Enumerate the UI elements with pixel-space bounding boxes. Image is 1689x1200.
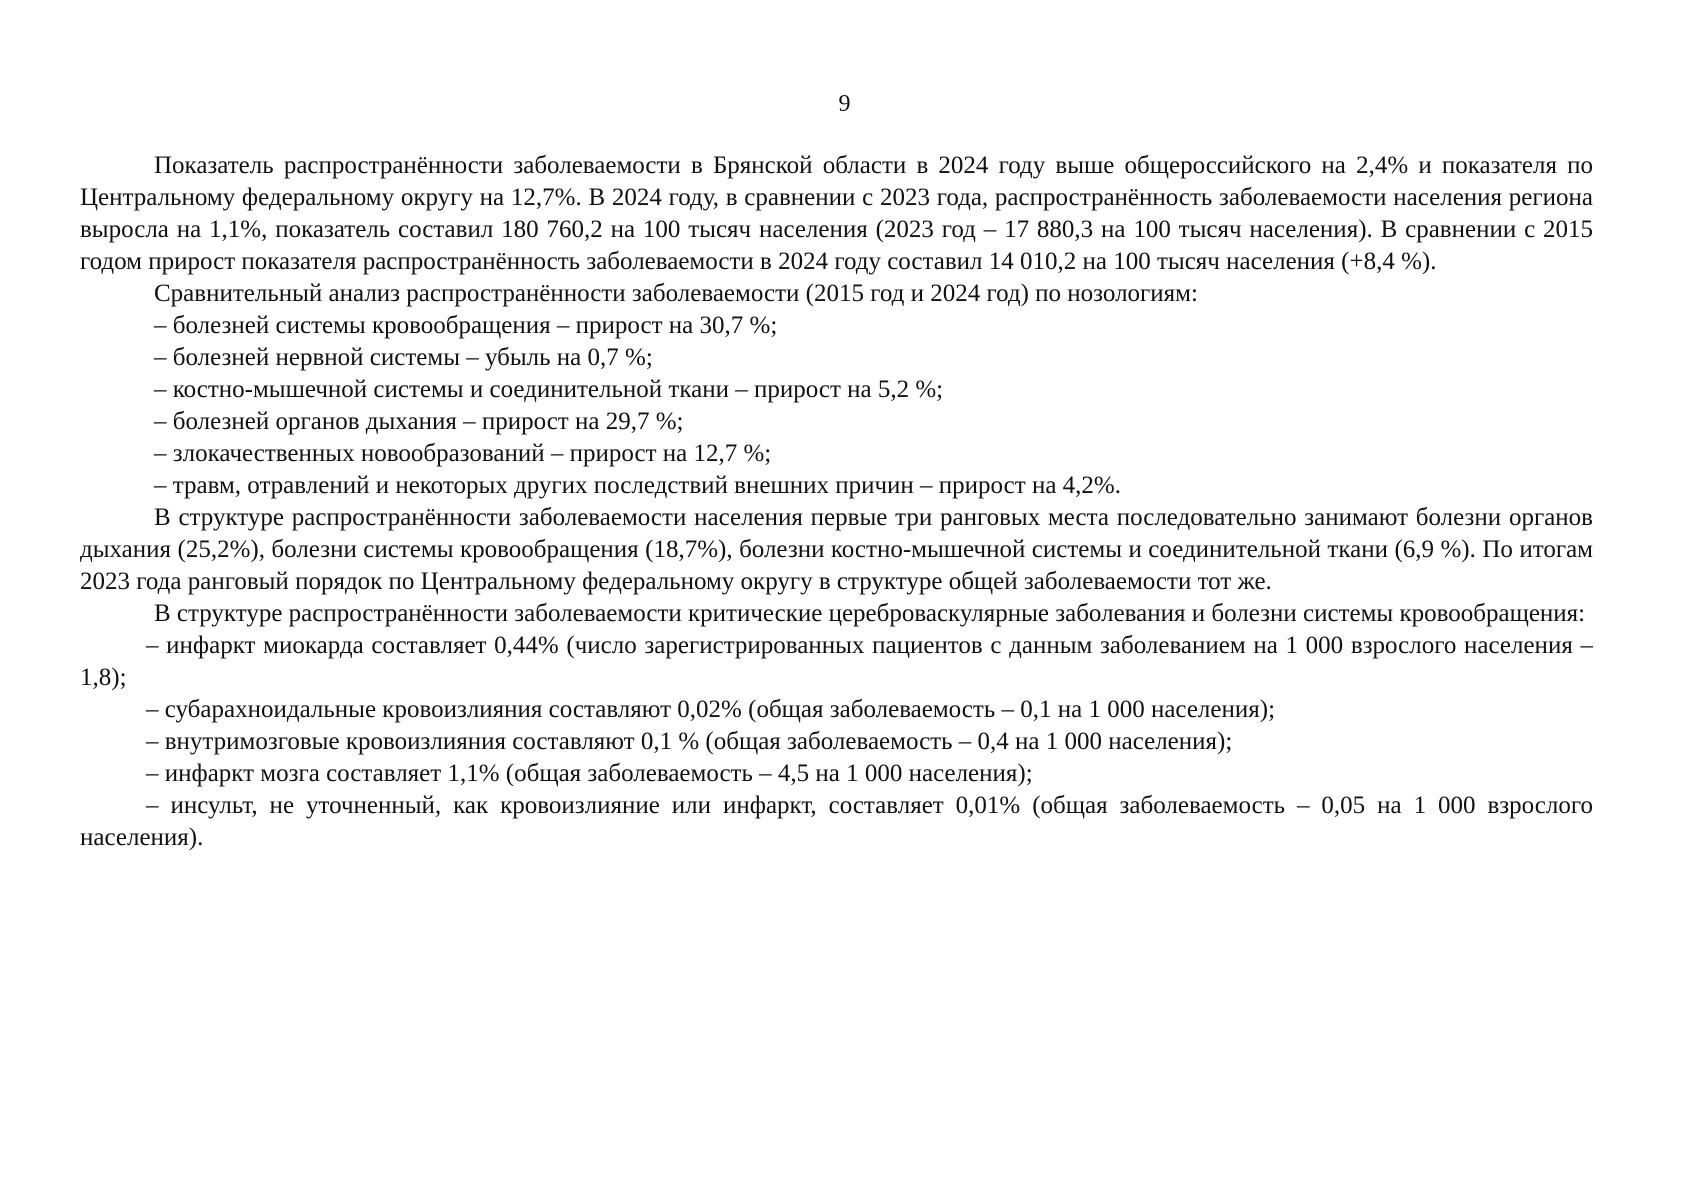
- list-item: – внутримозговые кровоизлияния составляют 0,1 % (общая заболеваемость – 0,4 на 1 000 населения);: [146, 728, 1233, 755]
- paragraph-rank-structure: В структуре распространённости заболеваемости населения первые три ранговых места последовательно занимают болезни органов дыхания (25,2%), болезни системы кровообращения (18,7%), болезни костно-мышечной системы и соединительной ткани (6,9 %). По итогам 2023 года ранговый порядок по Центральному федеральному округу в структуре общей заболеваемости тот же.: [80, 504, 1593, 595]
- page-number: 9: [838, 91, 851, 117]
- list-item: – болезней нервной системы – убыль на 0,7 %;: [154, 344, 653, 371]
- nosology-list: [80, 310, 1593, 502]
- list-item: – болезней системы кровообращения – прирост на 30,7 %;: [154, 312, 778, 339]
- list-item: – субарахноидальные кровоизлияния составляют 0,02% (общая заболеваемость – 0,1 на 1 000 населения);: [146, 696, 1276, 723]
- paragraph-cerebrovascular-intro: В структуре распространённости заболеваемости критические цереброваскулярные заболевания и болезни системы кровообращения:: [154, 600, 1586, 627]
- list-item: – болезней органов дыхания – прирост на 29,7 %;: [154, 408, 684, 435]
- list-item: – инсульт, не уточненный, как кровоизлияние или инфаркт, составляет 0,01% (общая заболеваемость – 0,05 на 1 000 взрослого населения).: [80, 792, 1593, 851]
- list-item: – травм, отравлений и некоторых других последствий внешних причин – прирост на 4,2%.: [154, 472, 1121, 499]
- list-item: – инфаркт миокарда составляет 0,44% (число зарегистрированных пациентов с данным заболеванием на 1 000 взрослого населения – 1,8);: [80, 632, 1593, 691]
- list-item: – злокачественных новообразований – прирост на 12,7 %;: [154, 440, 772, 467]
- cerebrovascular-list: [80, 630, 1593, 854]
- paragraph-comparative-analysis: Сравнительный анализ распространённости заболеваемости (2015 год и 2024 год) по нозологиям:: [154, 280, 1198, 307]
- list-item: – инфаркт мозга составляет 1,1% (общая заболеваемость – 4,5 на 1 000 населения);: [146, 760, 1033, 787]
- document-body: [80, 150, 1593, 854]
- paragraph-prevalence-overview: Показатель распространённости заболеваемости в Брянской области в 2024 году выше общероссийского на 2,4% и показателя по Центральному федеральному округу на 12,7%. В 2024 году, в сравнении с 2023 года, распространённость заболеваемости населения региона выросла на 1,1%, показатель составил 180 760,2 на 100 тысяч населения (2023 год – 17 880,3 на 100 тысяч населения). В сравнении с 2015 годом прирост показателя распространённость заболеваемости в 2024 году составил 14 010,2 на 100 тысяч населения (+8,4 %).: [80, 152, 1593, 275]
- list-item: – костно-мышечной системы и соединительной ткани – прирост на 5,2 %;: [154, 376, 944, 403]
